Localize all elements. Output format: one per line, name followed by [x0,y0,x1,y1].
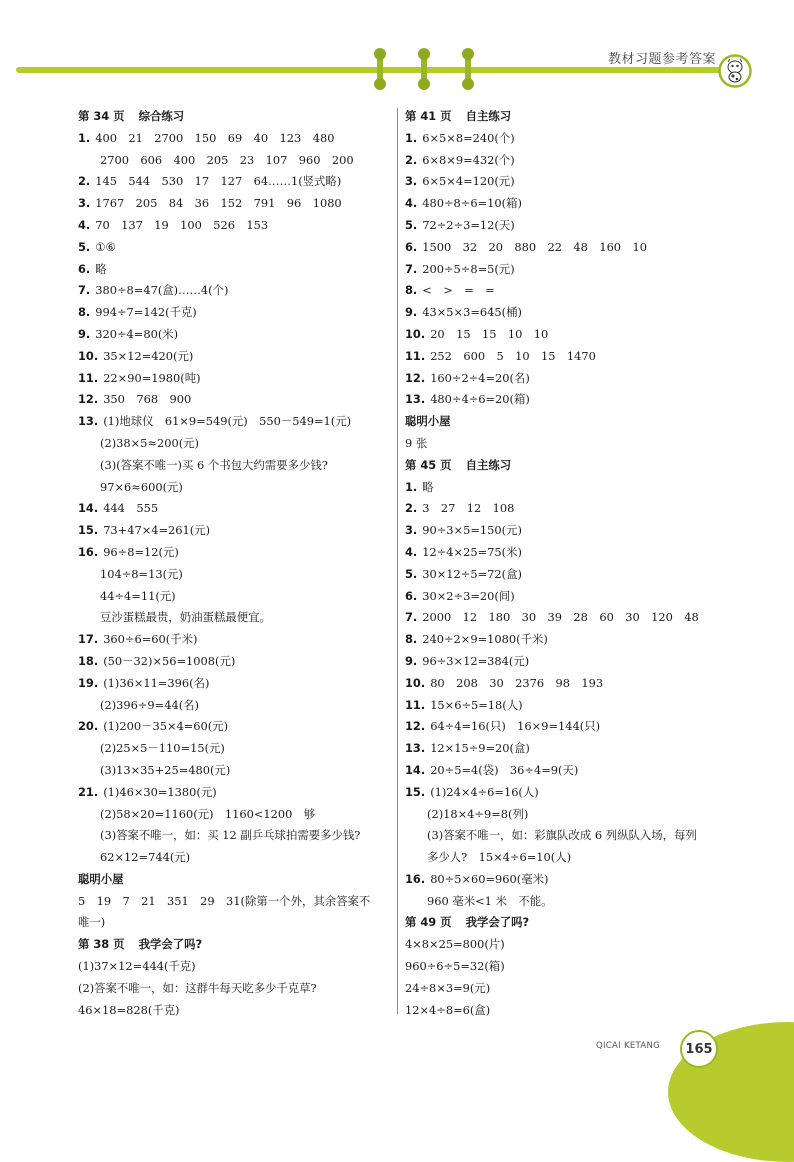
item-number: 10. [78,348,99,363]
item-text: 240÷2×9=1080(千米) [422,632,548,647]
item-text: 96÷8=12(元) [103,544,179,559]
item-number: 21. [78,784,99,799]
item-number: 9. [78,326,91,341]
answer-item [78,128,390,150]
answer-continuation: (3)答案不唯一，如：买 12 副乒乓球拍需要多少钱? [100,828,361,843]
answer-item [78,629,390,651]
answer-continuation: 豆沙蛋糕最贵，奶油蛋糕最便宜。 [100,610,271,625]
item-number: 14. [78,501,99,516]
item-number: 13. [405,392,426,407]
item-number: 10. [405,326,426,341]
answer-line: 4×8×25=800(片) [405,937,505,952]
answer-continuation: 2700 606 400 205 23 107 960 200 [100,152,354,167]
answer-line: (1)37×12=444(千克) [78,959,196,974]
item-text: 73+47×4=261(元) [103,523,211,538]
item-text: 略 [95,261,107,276]
answer-item [405,346,745,368]
item-number: 14. [405,762,426,777]
answer-item [78,346,390,368]
item-number: 16. [405,871,426,886]
item-text: 6×5×8=240(个) [422,130,515,145]
mascot-icon [718,54,752,88]
item-number: 8. [405,632,418,647]
subsection-heading: 聪明小屋 [405,414,451,429]
item-number: 1. [78,130,91,145]
answer-item [405,869,745,891]
section-title: 自主练习 [465,109,512,123]
item-text: 64÷4=16(只) 16×9=144(只) [430,719,601,734]
answer-item [405,150,745,172]
item-text: 1767 205 84 36 152 791 96 1080 [95,196,342,211]
answer-continuation: 44÷4=11(元) [100,588,176,603]
answer-item [405,695,745,717]
binder-ring-icon [377,52,383,86]
answer-item [405,259,745,281]
answer-item [405,215,745,237]
item-text: 320÷4=80(米) [95,326,179,341]
item-text: < > = = [422,283,495,298]
item-text: 252 600 5 10 15 1470 [430,348,596,363]
item-text: (1)46×30=1380(元) [103,784,217,799]
section-title: 综合练习 [138,109,185,123]
item-text: 444 555 [103,501,159,516]
answer-item [78,411,390,433]
item-number: 9. [405,305,418,320]
item-number: 7. [405,261,418,276]
header-title: 教材习题参考答案 [608,52,717,67]
answer-item [78,782,390,804]
item-number: 7. [405,610,418,625]
item-number: 10. [405,675,426,690]
item-number: 6. [405,239,418,254]
section-heading [405,912,745,934]
section-page: 第 38 页 [78,937,125,952]
item-number: 20. [78,719,99,734]
item-text: 35×12=420(元) [103,348,194,363]
item-number: 4. [78,217,91,232]
item-number: 9. [405,653,418,668]
answer-continuation: 104÷8=13(元) [100,566,183,581]
item-text: (1)24×4÷6=16(人) [430,784,539,799]
answer-item [405,477,745,499]
item-number: 12. [405,719,426,734]
section-heading [78,106,390,128]
answer-item [405,564,745,586]
item-text: 380÷8=47(盒)……4(个) [95,283,229,298]
item-text: 90÷3×5=150(元) [422,523,522,538]
item-text: 96÷3×12=384(元) [422,653,530,668]
binder-ring-icon [465,52,471,86]
answer-item [78,259,390,281]
answer-item [78,193,390,215]
answer-continuation: 97×6≈600(元) [100,479,183,494]
answer-item [405,302,745,324]
item-text: 6×5×4=120(元) [422,174,515,189]
answer-continuation: 多少人? 15×4÷6=10(人) [427,850,572,865]
answer-item [405,389,745,411]
item-text: 480÷8÷6=10(箱) [422,196,522,211]
item-number: 17. [78,632,99,647]
item-text: 12×15÷9=20(盒) [430,741,530,756]
item-text: 6×8×9=432(个) [422,152,515,167]
answer-item [405,520,745,542]
answer-item [405,324,745,346]
item-number: 16. [78,544,99,559]
item-number: 8. [78,305,91,320]
item-number: 6. [405,588,418,603]
item-text: 20 15 15 10 10 [430,326,549,341]
answer-item [405,716,745,738]
item-text: 3 27 12 108 [422,501,515,516]
answer-item [405,738,745,760]
item-number: 18. [78,653,99,668]
answer-item [78,651,390,673]
answer-continuation: 62×12=744(元) [100,850,191,865]
answer-continuation: (3)(答案不唯一)买 6 个书包大约需要多少钱? [100,457,328,472]
item-text: 72÷2÷3=12(天) [422,217,515,232]
item-text: 30×12÷5=72(盒) [422,566,522,581]
left-answer-column [78,106,390,1021]
answer-item [405,782,745,804]
item-number: 15. [78,523,99,538]
item-text: 80÷5×60=960(毫米) [430,871,549,886]
item-text: 360÷6=60(千米) [103,632,198,647]
answer-line: 5 19 7 21 351 29 31(除第一个外，其余答案不 [78,893,371,908]
item-number: 5. [405,566,418,581]
answer-continuation: (3)13×35+25=480(元) [100,762,231,777]
item-number: 13. [78,414,99,429]
item-number: 3. [405,174,418,189]
answer-item [405,607,745,629]
answer-line: 12×4÷8=6(盒) [405,1002,491,1017]
item-text: 400 21 2700 150 69 40 123 480 [95,130,335,145]
item-number: 8. [405,283,418,298]
section-page: 第 41 页 [405,109,452,123]
answer-continuation: (2)58×20=1160(元) 1160<1200 够 [100,806,316,821]
item-number: 1. [405,130,418,145]
item-text: 略 [422,479,434,494]
answer-item [405,760,745,782]
answer-item [78,673,390,695]
section-page: 第 49 页 [405,915,452,930]
answer-item [78,389,390,411]
section-heading [405,106,745,128]
item-number: 2. [78,174,91,189]
item-text: 994÷7=142(千克) [95,305,197,320]
answer-item [78,280,390,302]
answer-item [78,498,390,520]
item-text: 15×6÷5=18(人) [430,697,523,712]
item-text: 2000 12 180 30 39 28 60 30 120 48 [422,610,699,625]
answer-line: 24÷8×3=9(元) [405,980,491,995]
section-page: 第 34 页 [78,109,125,123]
item-number: 13. [405,741,426,756]
item-text: 12÷4×25=75(米) [422,544,522,559]
answer-continuation: (2)25×5－110=15(元) [100,741,225,756]
section-heading [405,455,745,477]
answer-item [78,237,390,259]
answer-continuation: (2)38×5≈200(元) [100,435,199,450]
subsection-heading: 聪明小屋 [78,871,124,886]
right-answer-column [405,106,745,1021]
answer-item [405,128,745,150]
binder-ring-icon [421,52,427,86]
item-number: 2. [405,152,418,167]
item-text: (1)200－35×4=60(元) [103,719,229,734]
section-title: 我学会了吗? [465,915,530,930]
item-number: 5. [78,239,91,254]
answer-item [78,542,390,564]
item-number: 19. [78,675,99,690]
item-text: 22×90=1980(吨) [103,370,201,385]
footer-brand: QICAI KETANG [596,1041,660,1051]
item-number: 5. [405,217,418,232]
item-number: 11. [405,348,426,363]
item-text: 20÷5=4(袋) 36÷4=9(天) [430,762,579,777]
item-number: 7. [78,283,91,298]
item-text: (1)36×11=396(名) [103,675,210,690]
answer-item [405,171,745,193]
section-page: 第 45 页 [405,457,452,472]
item-text: 1500 32 20 880 22 48 160 10 [422,239,647,254]
answer-item [78,368,390,390]
answer-item [78,302,390,324]
item-number: 15. [405,784,426,799]
section-title: 自主练习 [465,457,512,472]
item-number: 4. [405,196,418,211]
item-number: 1. [405,479,418,494]
item-text: 80 208 30 2376 98 193 [430,675,604,690]
item-number: 11. [405,697,426,712]
item-text: 145 544 530 17 127 64……1(竖式略) [95,174,342,189]
item-number: 11. [78,370,99,385]
answer-line: 960÷6÷5=32(箱) [405,959,505,974]
answer-line: 唯一) [78,915,106,930]
answer-continuation: 960 毫米<1 米 不能。 [427,893,553,908]
answer-item [78,171,390,193]
answer-continuation: (3)答案不唯一，如：彩旗队改成 6 列纵队入场，每列 [427,828,697,843]
item-text: 480÷4÷6=20(箱) [430,392,530,407]
item-text: 350 768 900 [103,392,192,407]
item-number: 3. [405,523,418,538]
answer-item [405,368,745,390]
item-text: 200÷5÷8=5(元) [422,261,515,276]
answer-item [405,586,745,608]
section-title: 我学会了吗? [138,937,203,952]
answer-item [405,651,745,673]
answer-item [405,629,745,651]
item-text: (50－32)×56=1008(元) [103,653,236,668]
answer-line: 9 张 [405,435,428,450]
item-number: 6. [78,261,91,276]
answer-item [78,520,390,542]
answer-continuation: (2)18×4÷9=8(列) [427,806,529,821]
item-text: ①⑥ [95,239,116,254]
page-number: 165 [680,1030,718,1068]
answer-item [78,716,390,738]
answer-continuation: (2)396÷9=44(名) [100,697,199,712]
answer-item [405,280,745,302]
item-text: 43×5×3=645(桶) [422,305,522,320]
answer-item [78,324,390,346]
answer-item [405,237,745,259]
item-text: (1)地球仪 61×9=549(元) 550－549=1(元) [103,414,352,429]
answer-item [78,215,390,237]
answer-item [405,542,745,564]
item-number: 4. [405,544,418,559]
answer-line: (2)答案不唯一，如：这群牛每天吃多少千克草? [78,980,317,995]
answer-item [405,673,745,695]
answer-item [405,498,745,520]
column-divider [397,108,398,1014]
item-number: 2. [405,501,418,516]
item-number: 12. [78,392,99,407]
item-number: 3. [78,196,91,211]
item-text: 30×2÷3=20(间) [422,588,515,603]
section-heading [78,934,390,956]
item-text: 70 137 19 100 526 153 [95,217,269,232]
item-text: 160÷2÷4=20(名) [430,370,530,385]
answer-item [405,193,745,215]
answer-line: 46×18=828(千克) [78,1002,180,1017]
header-bar [16,67,726,73]
item-number: 12. [405,370,426,385]
